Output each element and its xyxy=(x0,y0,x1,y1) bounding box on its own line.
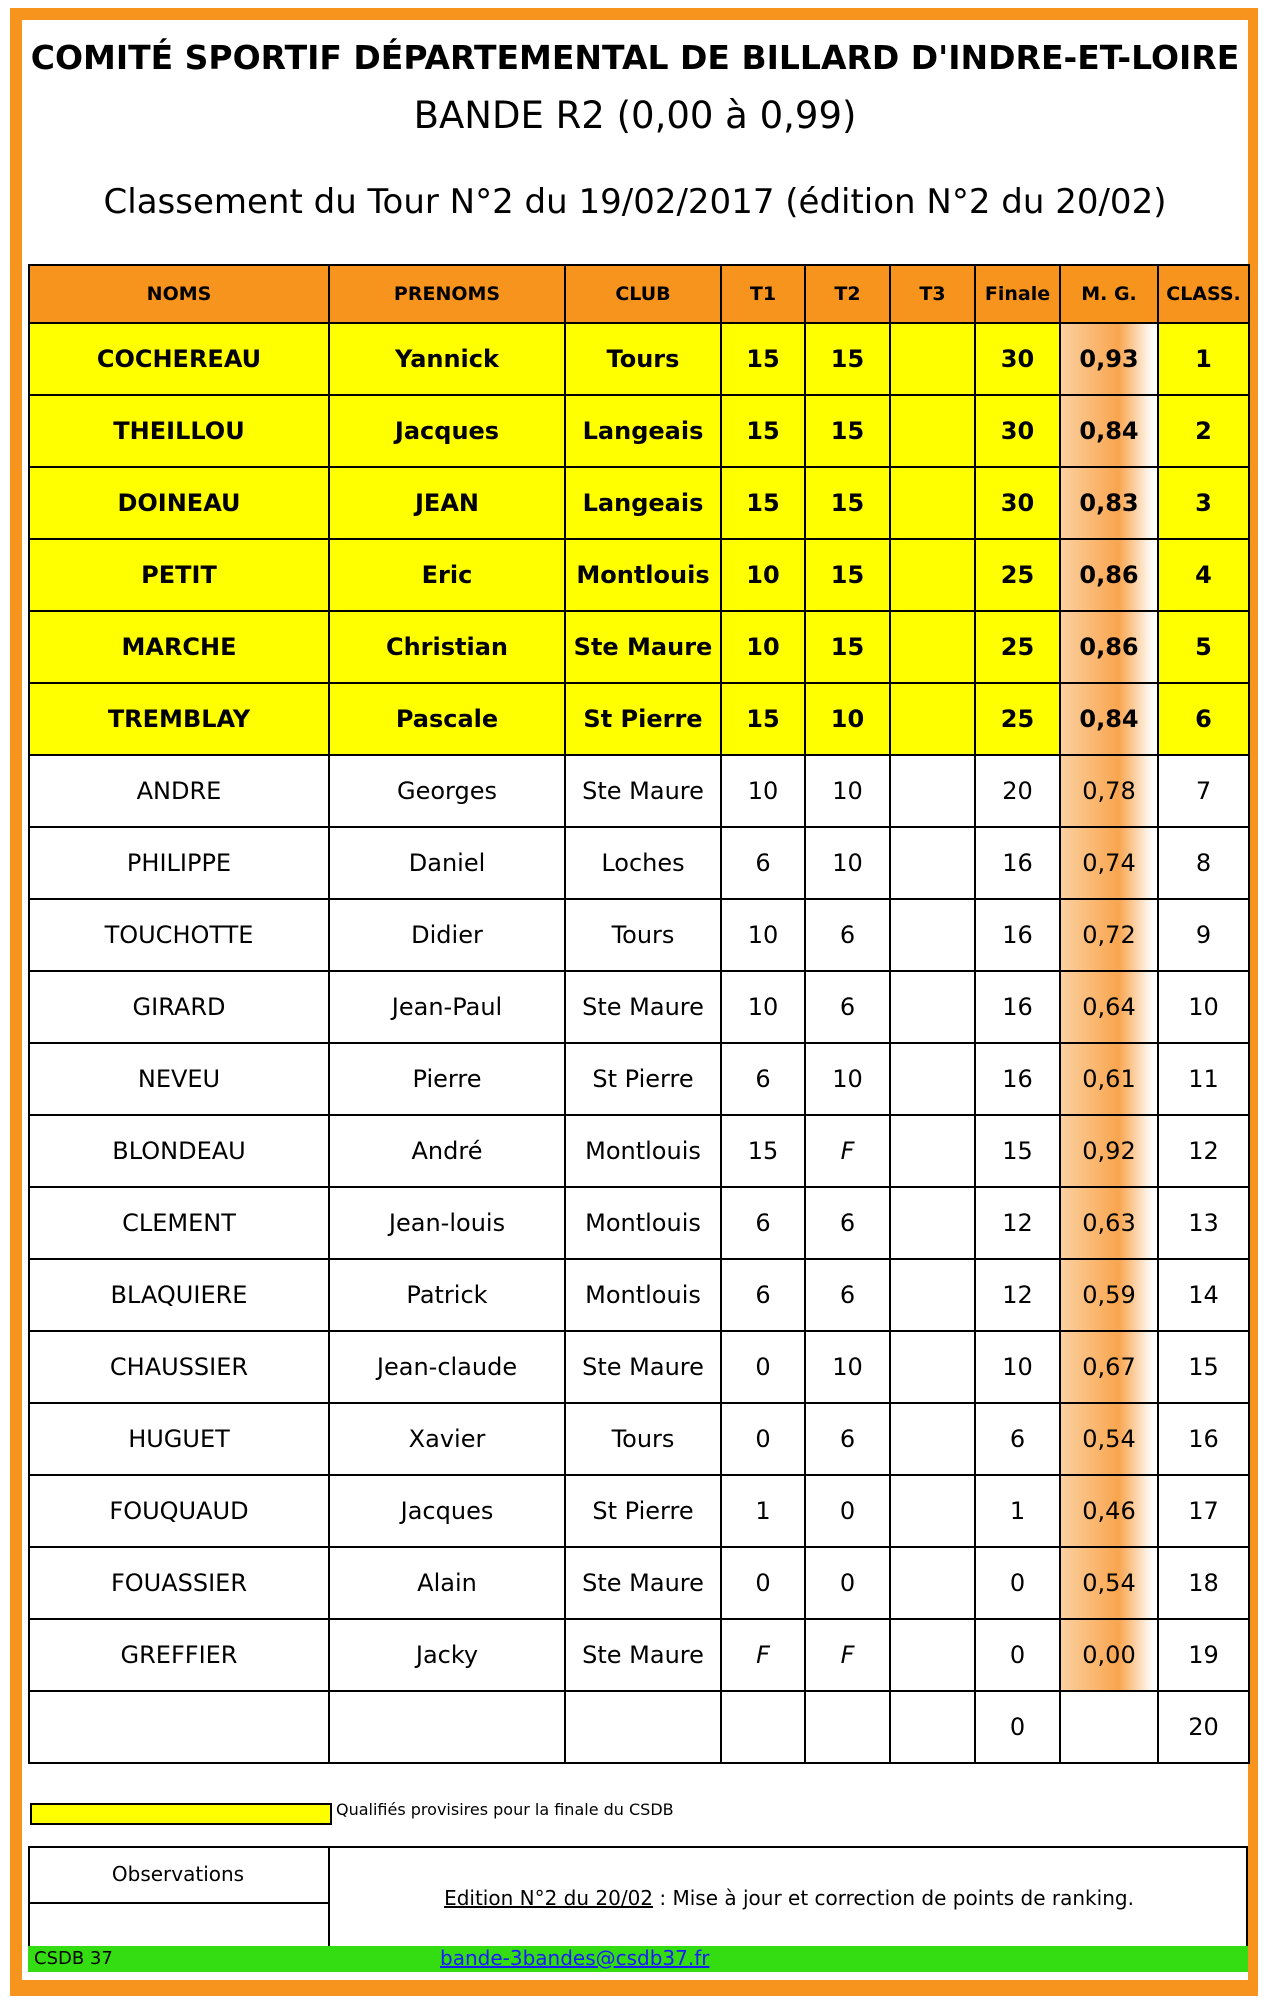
cell-t1: 10 xyxy=(721,539,805,611)
table-row xyxy=(29,395,1249,467)
cell-finale: 0 xyxy=(975,1547,1060,1619)
table-row xyxy=(29,467,1249,539)
cell-club: Ste Maure xyxy=(565,611,721,683)
cell-finale: 16 xyxy=(975,827,1060,899)
cell-t1: 1 xyxy=(721,1475,805,1547)
cell-t2: 15 xyxy=(805,539,890,611)
cell-class: 11 xyxy=(1158,1043,1249,1115)
qualified-legend-swatch xyxy=(30,1803,332,1825)
cell-mg: 0,64 xyxy=(1060,971,1158,1043)
cell-club: Tours xyxy=(565,899,721,971)
cell-nom: GIRARD xyxy=(29,971,329,1043)
table-row xyxy=(29,1259,1249,1331)
col-header-noms: NOMS xyxy=(29,265,329,323)
cell-prenom: Alain xyxy=(329,1547,565,1619)
col-header-finale: Finale xyxy=(975,265,1060,323)
table-row xyxy=(29,827,1249,899)
footer-org: CSDB 37 xyxy=(34,1948,113,1969)
cell-club: Montlouis xyxy=(565,539,721,611)
cell-prenom: Yannick xyxy=(329,323,565,395)
cell-nom: BLAQUIERE xyxy=(29,1259,329,1331)
table-row xyxy=(29,899,1249,971)
cell-prenom: Patrick xyxy=(329,1259,565,1331)
cell-t1: 6 xyxy=(721,1043,805,1115)
cell-club: Ste Maure xyxy=(565,755,721,827)
cell-club xyxy=(565,1691,721,1763)
cell-nom: HUGUET xyxy=(29,1403,329,1475)
table-row xyxy=(29,1043,1249,1115)
col-header-prenoms: PRENOMS xyxy=(329,265,565,323)
cell-mg xyxy=(1060,1691,1158,1763)
cell-finale: 10 xyxy=(975,1331,1060,1403)
cell-t1: 0 xyxy=(721,1403,805,1475)
cell-prenom: Jacky xyxy=(329,1619,565,1691)
cell-nom: BLONDEAU xyxy=(29,1115,329,1187)
cell-finale: 25 xyxy=(975,539,1060,611)
cell-t1: 10 xyxy=(721,755,805,827)
cell-class: 9 xyxy=(1158,899,1249,971)
col-header-mg: M. G. xyxy=(1060,265,1158,323)
document-title: COMITÉ SPORTIF DÉPARTEMENTAL DE BILLARD D'INDRE-ET-LOIRE xyxy=(30,38,1240,77)
cell-club: Langeais xyxy=(565,467,721,539)
cell-prenom: Pierre xyxy=(329,1043,565,1115)
cell-nom: CHAUSSIER xyxy=(29,1331,329,1403)
table-row xyxy=(29,971,1249,1043)
cell-t3 xyxy=(890,1475,975,1547)
edition-line: Classement du Tour N°2 du 19/02/2017 (édition N°2 du 20/02) xyxy=(103,182,1167,222)
table-row xyxy=(29,611,1249,683)
col-header-t2: T2 xyxy=(805,265,890,323)
cell-mg: 0,86 xyxy=(1060,611,1158,683)
cell-class: 4 xyxy=(1158,539,1249,611)
cell-t1: 15 xyxy=(721,1115,805,1187)
cell-t1: 10 xyxy=(721,611,805,683)
cell-mg: 0,92 xyxy=(1060,1115,1158,1187)
observations-label: Observations xyxy=(111,1862,245,1886)
cell-club: Montlouis xyxy=(565,1187,721,1259)
cell-t2: 6 xyxy=(805,1187,890,1259)
cell-t3 xyxy=(890,683,975,755)
cell-finale: 16 xyxy=(975,899,1060,971)
cell-nom: TREMBLAY xyxy=(29,683,329,755)
cell-class: 20 xyxy=(1158,1691,1249,1763)
cell-t3 xyxy=(890,971,975,1043)
cell-prenom: Georges xyxy=(329,755,565,827)
ranking-sheet xyxy=(22,20,1248,1980)
cell-t1: 0 xyxy=(721,1547,805,1619)
cell-nom: PHILIPPE xyxy=(29,827,329,899)
table-row xyxy=(29,323,1249,395)
observations-body: : Mise à jour et correction de points de ranking. xyxy=(653,1886,1134,1910)
cell-t2: 6 xyxy=(805,1259,890,1331)
observations-box xyxy=(28,1846,1248,1946)
cell-t1: 15 xyxy=(721,395,805,467)
cell-class: 3 xyxy=(1158,467,1249,539)
cell-prenom: Eric xyxy=(329,539,565,611)
cell-prenom: Jean-Paul xyxy=(329,971,565,1043)
table-row xyxy=(29,1331,1249,1403)
cell-t2: 6 xyxy=(805,899,890,971)
cell-prenom: Jean-louis xyxy=(329,1187,565,1259)
cell-prenom: Christian xyxy=(329,611,565,683)
cell-nom: PETIT xyxy=(29,539,329,611)
cell-finale: 15 xyxy=(975,1115,1060,1187)
cell-t1: 6 xyxy=(721,827,805,899)
cell-mg: 0,54 xyxy=(1060,1547,1158,1619)
cell-t2: 6 xyxy=(805,971,890,1043)
cell-prenom: André xyxy=(329,1115,565,1187)
cell-t2: 10 xyxy=(805,1331,890,1403)
qualified-legend-text: Qualifiés provisires pour la finale du CSDB xyxy=(336,1800,674,1819)
table-row xyxy=(29,1187,1249,1259)
cell-finale: 6 xyxy=(975,1403,1060,1475)
cell-t2: 15 xyxy=(805,323,890,395)
cell-nom: FOUQUAUD xyxy=(29,1475,329,1547)
cell-t2: 0 xyxy=(805,1547,890,1619)
col-header-club: CLUB xyxy=(565,265,721,323)
cell-mg: 0,59 xyxy=(1060,1259,1158,1331)
cell-mg: 0,86 xyxy=(1060,539,1158,611)
cell-t3 xyxy=(890,1187,975,1259)
cell-class: 5 xyxy=(1158,611,1249,683)
cell-finale: 25 xyxy=(975,683,1060,755)
table-row xyxy=(29,539,1249,611)
cell-club: Tours xyxy=(565,1403,721,1475)
observations-text xyxy=(330,1886,1248,1910)
cell-finale: 0 xyxy=(975,1691,1060,1763)
cell-t2: 10 xyxy=(805,755,890,827)
cell-club: Langeais xyxy=(565,395,721,467)
cell-finale: 16 xyxy=(975,971,1060,1043)
footer-bar xyxy=(28,1946,1248,1972)
cell-t3 xyxy=(890,1691,975,1763)
cell-mg: 0,54 xyxy=(1060,1403,1158,1475)
cell-t3 xyxy=(890,1331,975,1403)
cell-class: 7 xyxy=(1158,755,1249,827)
cell-t1: 6 xyxy=(721,1259,805,1331)
cell-t1: 10 xyxy=(721,899,805,971)
cell-t1: F xyxy=(721,1619,805,1691)
cell-class: 19 xyxy=(1158,1619,1249,1691)
cell-t1 xyxy=(721,1691,805,1763)
cell-t3 xyxy=(890,1547,975,1619)
cell-t1: 0 xyxy=(721,1331,805,1403)
cell-t3 xyxy=(890,1259,975,1331)
table-row xyxy=(29,1619,1249,1691)
cell-t3 xyxy=(890,1115,975,1187)
cell-t3 xyxy=(890,539,975,611)
cell-t3 xyxy=(890,1043,975,1115)
cell-club: Loches xyxy=(565,827,721,899)
cell-mg: 0,93 xyxy=(1060,323,1158,395)
cell-nom: NEVEU xyxy=(29,1043,329,1115)
cell-nom: THEILLOU xyxy=(29,395,329,467)
cell-nom: FOUASSIER xyxy=(29,1547,329,1619)
cell-mg: 0,84 xyxy=(1060,395,1158,467)
cell-mg: 0,74 xyxy=(1060,827,1158,899)
cell-prenom: Pascale xyxy=(329,683,565,755)
cell-club: Ste Maure xyxy=(565,1619,721,1691)
cell-nom: TOUCHOTTE xyxy=(29,899,329,971)
cell-mg: 0,61 xyxy=(1060,1043,1158,1115)
cell-prenom: Jean-claude xyxy=(329,1331,565,1403)
cell-nom: GREFFIER xyxy=(29,1619,329,1691)
cell-t3 xyxy=(890,899,975,971)
cell-t2 xyxy=(805,1691,890,1763)
cell-club: Montlouis xyxy=(565,1259,721,1331)
cell-class: 15 xyxy=(1158,1331,1249,1403)
cell-finale: 16 xyxy=(975,1043,1060,1115)
cell-class: 16 xyxy=(1158,1403,1249,1475)
cell-class: 18 xyxy=(1158,1547,1249,1619)
cell-club: Tours xyxy=(565,323,721,395)
table-row xyxy=(29,1691,1249,1763)
cell-nom: CLEMENT xyxy=(29,1187,329,1259)
cell-t1: 15 xyxy=(721,467,805,539)
cell-t2: F xyxy=(805,1619,890,1691)
cell-finale: 20 xyxy=(975,755,1060,827)
cell-t2: 15 xyxy=(805,467,890,539)
cell-prenom xyxy=(329,1691,565,1763)
col-header-class: CLASS. xyxy=(1158,265,1249,323)
cell-finale: 25 xyxy=(975,611,1060,683)
cell-t2: 15 xyxy=(805,611,890,683)
table-header-row xyxy=(29,265,1249,323)
cell-finale: 12 xyxy=(975,1259,1060,1331)
cell-mg: 0,00 xyxy=(1060,1619,1158,1691)
cell-prenom: Jacques xyxy=(329,1475,565,1547)
cell-mg: 0,63 xyxy=(1060,1187,1158,1259)
cell-finale: 1 xyxy=(975,1475,1060,1547)
cell-finale: 12 xyxy=(975,1187,1060,1259)
cell-t1: 15 xyxy=(721,323,805,395)
cell-t3 xyxy=(890,611,975,683)
cell-t3 xyxy=(890,323,975,395)
cell-class: 13 xyxy=(1158,1187,1249,1259)
cell-class: 14 xyxy=(1158,1259,1249,1331)
cell-club: Ste Maure xyxy=(565,1331,721,1403)
table-row xyxy=(29,1115,1249,1187)
cell-finale: 30 xyxy=(975,467,1060,539)
cell-t2: 10 xyxy=(805,1043,890,1115)
cell-class: 1 xyxy=(1158,323,1249,395)
cell-nom: MARCHE xyxy=(29,611,329,683)
cell-club: Montlouis xyxy=(565,1115,721,1187)
cell-t2: 0 xyxy=(805,1475,890,1547)
cell-club: Ste Maure xyxy=(565,1547,721,1619)
cell-nom: COCHEREAU xyxy=(29,323,329,395)
cell-class: 10 xyxy=(1158,971,1249,1043)
cell-t2: F xyxy=(805,1115,890,1187)
cell-class: 8 xyxy=(1158,827,1249,899)
cell-class: 6 xyxy=(1158,683,1249,755)
cell-t3 xyxy=(890,827,975,899)
cell-t3 xyxy=(890,467,975,539)
cell-t1: 15 xyxy=(721,683,805,755)
cell-prenom: Daniel xyxy=(329,827,565,899)
footer-email-link[interactable]: bande-3bandes@csdb37.fr xyxy=(440,1946,710,1970)
table-row xyxy=(29,1475,1249,1547)
cell-t3 xyxy=(890,1619,975,1691)
ranking-table xyxy=(28,264,1250,1764)
cell-t3 xyxy=(890,395,975,467)
cell-finale: 30 xyxy=(975,323,1060,395)
table-row xyxy=(29,755,1249,827)
cell-club: Ste Maure xyxy=(565,971,721,1043)
cell-class: 17 xyxy=(1158,1475,1249,1547)
cell-t1: 10 xyxy=(721,971,805,1043)
cell-class: 2 xyxy=(1158,395,1249,467)
cell-class: 12 xyxy=(1158,1115,1249,1187)
cell-t2: 6 xyxy=(805,1403,890,1475)
cell-mg: 0,46 xyxy=(1060,1475,1158,1547)
cell-mg: 0,84 xyxy=(1060,683,1158,755)
cell-mg: 0,83 xyxy=(1060,467,1158,539)
cell-mg: 0,78 xyxy=(1060,755,1158,827)
category-subtitle: BANDE R2 (0,00 à 0,99) xyxy=(413,94,857,137)
table-row xyxy=(29,1403,1249,1475)
cell-t2: 10 xyxy=(805,827,890,899)
cell-mg: 0,67 xyxy=(1060,1331,1158,1403)
cell-t3 xyxy=(890,755,975,827)
cell-club: St Pierre xyxy=(565,683,721,755)
cell-prenom: Jacques xyxy=(329,395,565,467)
col-header-t3: T3 xyxy=(890,265,975,323)
cell-t2: 10 xyxy=(805,683,890,755)
cell-t3 xyxy=(890,1403,975,1475)
cell-nom: ANDRE xyxy=(29,755,329,827)
cell-nom: DOINEAU xyxy=(29,467,329,539)
col-header-t1: T1 xyxy=(721,265,805,323)
table-row xyxy=(29,1547,1249,1619)
edition-reference: Edition N°2 du 20/02 xyxy=(444,1886,654,1910)
cell-mg: 0,72 xyxy=(1060,899,1158,971)
cell-prenom: Xavier xyxy=(329,1403,565,1475)
cell-t2: 15 xyxy=(805,395,890,467)
cell-finale: 30 xyxy=(975,395,1060,467)
table-row xyxy=(29,683,1249,755)
cell-finale: 0 xyxy=(975,1619,1060,1691)
cell-club: St Pierre xyxy=(565,1475,721,1547)
cell-nom xyxy=(29,1691,329,1763)
cell-t1: 6 xyxy=(721,1187,805,1259)
cell-club: St Pierre xyxy=(565,1043,721,1115)
cell-prenom: JEAN xyxy=(329,467,565,539)
cell-prenom: Didier xyxy=(329,899,565,971)
